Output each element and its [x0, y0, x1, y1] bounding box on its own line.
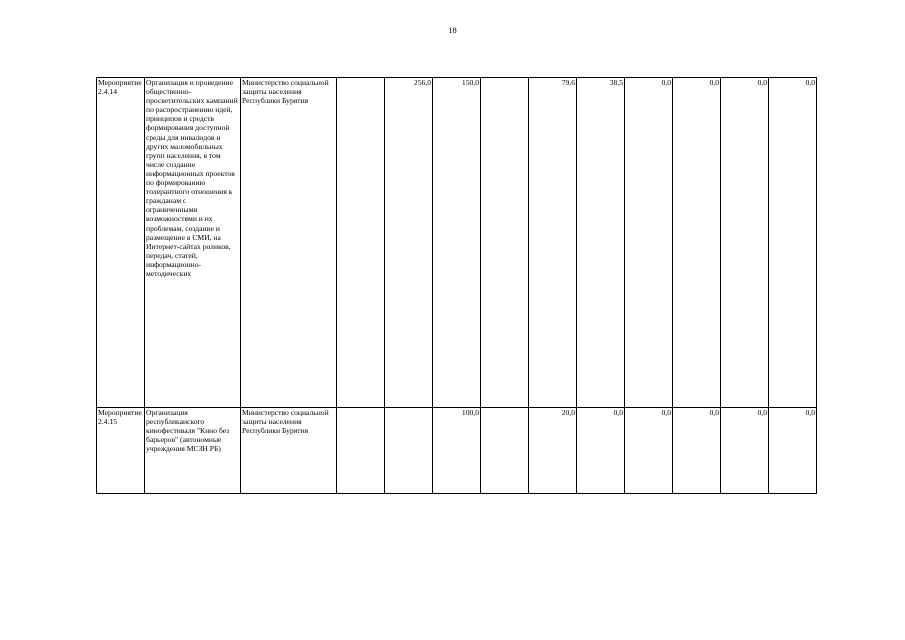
- value-cell: 0,0: [673, 78, 721, 408]
- value-cell: 256,0: [385, 78, 433, 408]
- activity-id-cell: Мероприятие 2.4.15: [97, 408, 145, 494]
- value-cell: 20,0: [529, 408, 577, 494]
- activity-executor-cell: Министерство социальной защиты населения Республики Бурятия: [241, 78, 337, 408]
- value-cell: 38,5: [577, 78, 625, 408]
- value-cell: 0,0: [673, 408, 721, 494]
- value-cell: 0,0: [577, 408, 625, 494]
- activity-id-cell: Мероприятие 2.4.14: [97, 78, 145, 408]
- activity-description-cell: Организация и проведение общественно-просветительских кампаний по распространению идей, принципов и средств формирования доступной среды для инвалидов и других маломобильных групп населения, в том числе создание информационных проектов по формированию толерантного отношения к гражданам с ограниченными возможностями и их проблемам, создание и размещение в СМИ, на Интернет-сайтах роликов, передач, статей, информационно-методических: [145, 78, 241, 408]
- table-row: [97, 78, 817, 408]
- activity-description-cell: Организация республиканского кинофестиваля "Кино без барьеров" (автономные учреждения МСЗН РБ): [145, 408, 241, 494]
- value-cell: 0,0: [769, 408, 817, 494]
- value-cell: [385, 408, 433, 494]
- value-cell: 0,0: [769, 78, 817, 408]
- value-cell: [481, 408, 529, 494]
- value-cell: 100,0: [433, 408, 481, 494]
- value-cell: 0,0: [721, 78, 769, 408]
- value-cell: 79,6: [529, 78, 577, 408]
- activity-executor-cell: Министерство социальной защиты населения Республики Бурятия: [241, 408, 337, 494]
- value-cell: 0,0: [625, 408, 673, 494]
- table-row: [97, 408, 817, 494]
- value-cell: [337, 408, 385, 494]
- value-cell: [337, 78, 385, 408]
- value-cell: 0,0: [625, 78, 673, 408]
- page-number: 18: [448, 25, 457, 35]
- value-cell: 0,0: [721, 408, 769, 494]
- value-cell: 150,0: [433, 78, 481, 408]
- program-table: [96, 77, 817, 494]
- value-cell: [481, 78, 529, 408]
